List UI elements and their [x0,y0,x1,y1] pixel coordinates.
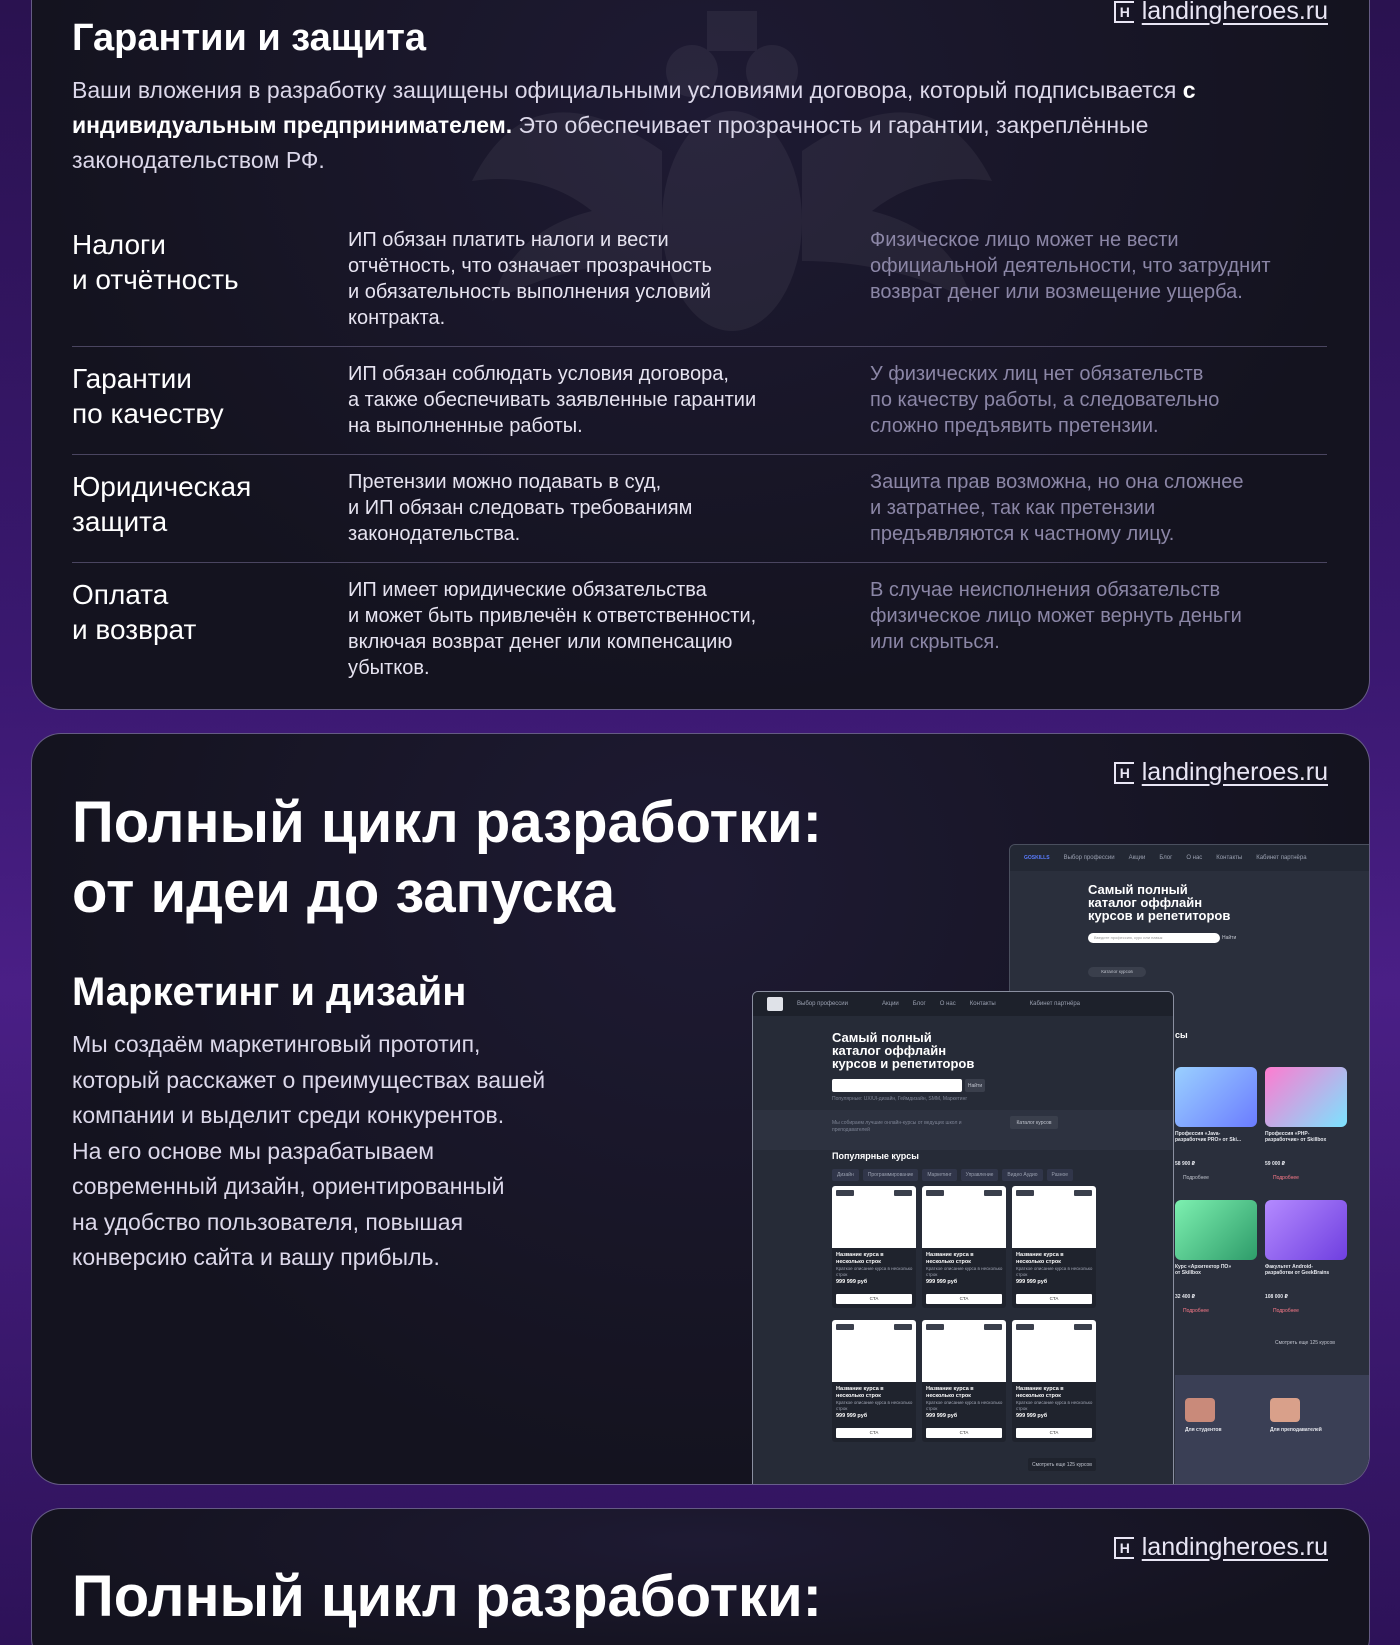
mockup-front-section-title: Популярные курсы [832,1151,919,1161]
course-price: 999 999 руб [836,1279,868,1285]
mockup-nav-item: Акции [1128,855,1146,861]
mockup-front-popular-label: Популярные: UX/UI-дизайн, Геймдизайн, SMM, Маркетинг [832,1096,968,1102]
mockup-nav-item: Выбор профессии [797,1001,848,1007]
course-tile-more: Подробнее [1273,1308,1299,1314]
course-price: 999 999 руб [1016,1279,1048,1285]
mockup-back-nav [1010,845,1370,871]
table-row [72,347,1327,455]
individual-description: В случае неисполнения обязательств физическое лицо может вернуть деньги или скрыться. [870,579,1242,653]
course-price: 999 999 руб [926,1279,958,1285]
landingheroes-logo-icon: H [1114,1537,1134,1559]
course-tile-name: Факультет Android- разработки от GeekBrains [1265,1264,1330,1276]
mockup-front-nav [753,992,1173,1016]
course-illustration-architect [1175,1200,1257,1260]
course-tag [836,1190,854,1196]
course-cta: CTA [1016,1294,1092,1304]
mockup-back-hero-title: Самый полный каталог оффлайн курсов и репетиторов [1088,882,1231,923]
mockup-logo-placeholder [767,997,783,1011]
table-row [72,563,1327,696]
mockup-tab: Разное [1047,1169,1074,1181]
guarantees-lead: Ваши вложения в разработку защищены официальными условиями договора, который подписывается с индивидуальным предпринимателем. Это обеспечивает прозрачность и гарантии, закреплённые законодательством РФ. [72,77,1196,173]
course-cta: CTA [836,1294,912,1304]
course-tag [894,1324,912,1330]
audience-students: Для студентов [1185,1427,1222,1433]
row-heading: Юридическая защита [72,471,252,537]
individual-description: Физическое лицо может не вести официальной деятельности, что затруднит возврат денег или возмещение ущерба. [870,229,1271,303]
course-tile-price: 32 400 ₽ [1175,1294,1196,1300]
course-tile-price: 108 000 ₽ [1265,1294,1288,1300]
ip-description: ИП обязан платить налоги и вести отчётность, что означает прозрачность и обязательность выполнения условий контракта. [348,229,712,329]
mockup-nav-item: Кабинет партнёра [1029,1001,1081,1007]
course-tile-name: Профессия «Java- разработчик PRO» от Ski... [1175,1131,1241,1143]
course-tag [1074,1324,1092,1330]
course-name: Название курса в несколько строк [836,1252,884,1265]
ip-description: Претензии можно подавать в суд, и ИП обязан следовать требованиям законодательства. [348,471,693,545]
course-tag [894,1190,912,1196]
mockup-course-card [1012,1320,1096,1442]
mockup-nav-item: Выбор профессии [1063,855,1115,861]
brand-link[interactable] [1114,0,1328,26]
course-tile-name: Курс «Архитектор ПО» от Skillbox [1175,1264,1232,1276]
mockup-back-search-button: Найти [1222,935,1237,941]
landingheroes-logo-icon: H [1114,762,1134,784]
course-tile-price: 59 000 ₽ [1265,1161,1286,1167]
course-tag [836,1324,854,1330]
mockup-course-card [832,1320,916,1442]
mockup-course-card [1012,1186,1096,1308]
course-tag [1074,1190,1092,1196]
course-price: 999 999 руб [926,1413,958,1419]
table-row [72,455,1327,563]
course-cta: CTA [926,1428,1002,1438]
course-tag [984,1324,1002,1330]
mockup-back-search-input: Введите профессию, курс или навык [1088,933,1220,943]
mockup-front-show-all: Смотреть еще 125 курсов [1028,1458,1096,1471]
row-heading: Налоги и отчётность [72,229,239,295]
brand-link[interactable] [1114,1533,1328,1562]
row-heading: Оплата и возврат [72,579,197,645]
course-name: Название курса в несколько строк [836,1386,884,1399]
course-illustration-php [1265,1067,1347,1127]
full-cycle-card [31,733,1370,1485]
course-name: Название курса в несколько строк [926,1252,974,1265]
mockup-tab: Дизайн [832,1169,859,1181]
course-tile-name: Профессия «PHP- разработчик» от Skillbox [1265,1131,1327,1143]
table-row [72,213,1327,347]
mockup-back-catalog-button: Каталог курсов [1088,967,1146,977]
course-desc: Краткое описание курса в несколько строк [1016,1266,1093,1277]
course-tile-more: Подробнее [1273,1175,1299,1181]
mockup-front-search-button: Найти [965,1079,985,1092]
course-price: 999 999 руб [1016,1413,1048,1419]
course-tag [926,1324,944,1330]
course-cta: CTA [926,1294,1002,1304]
mockup-course-card [922,1186,1006,1308]
mockup-front-banner-text: Мы собираем лучшие онлайн-курсы от ведущих школ и преподавателей [832,1120,962,1133]
brand-link[interactable] [1114,758,1328,787]
mockup-back-section-title: сы [1175,1030,1188,1040]
guarantees-card [31,0,1370,710]
marketing-design-text: Мы создаём маркетинговый прототип, который расскажет о преимуществах вашей компании и выделит среди конкурентов. На его основе мы разрабатываем современный дизайн, ориентированный на удобство пользователя, повышая конверсию сайта и вашу прибыль. [72,1031,546,1270]
mockup-front-hero-title: Самый полный каталог оффлайн курсов и репетиторов [832,1030,975,1071]
course-illustration-android [1265,1200,1347,1260]
guarantees-title: Гарантии и защита [72,17,426,59]
row-heading: Гарантии по качеству [72,363,224,429]
mockup-nav-item: Контакты [1216,855,1243,861]
mockup-course-card [832,1186,916,1308]
course-tile-more: Подробнее [1183,1308,1209,1314]
mockup-nav-item: Акции [882,1001,899,1007]
brand-text[interactable]: landingheroes.ru [1141,0,1328,25]
course-tag [1016,1324,1034,1330]
mockup-nav-item: О нас [939,1001,956,1007]
mockup-nav-item: Кабинет партнёра [1256,855,1307,861]
mockup-front-catalog-button: Каталог курсов [1010,1116,1058,1129]
individual-description: Защита прав возможна, но она сложнее и затратнее, так как претензии предъявляются к частному лицу. [870,471,1244,545]
course-tag [984,1190,1002,1196]
course-name: Название курса в несколько строк [926,1386,974,1399]
individual-description: У физических лиц нет обязательств по качеству работы, а следовательно сложно предъявить претензии. [870,363,1220,437]
marketing-design-subtitle: Маркетинг и дизайн [72,970,467,1014]
full-cycle-teaser-card [31,1508,1370,1645]
mockup-nav-item: О нас [1186,855,1203,861]
mockup-back-logo: GOSKILLS [1024,855,1050,861]
course-desc: Краткое описание курса в несколько строк [836,1400,913,1411]
course-desc: Краткое описание курса в несколько строк [1016,1400,1093,1411]
comparison-table [72,213,1327,696]
mockup-back-show-all: Смотреть еще 125 курсов [1275,1340,1335,1346]
mockup-front-tabs [832,1169,1073,1181]
website-mockup-front [752,991,1174,1485]
course-cta: CTA [836,1428,912,1438]
mockup-tab: Управление [961,1169,999,1181]
audience-teachers: Для преподавателей [1270,1427,1322,1433]
mockup-nav-item: Блог [1159,855,1173,861]
course-tag [926,1190,944,1196]
course-name: Название курса в несколько строк [1016,1252,1064,1265]
ip-description: ИП обязан соблюдать условия договора, а также обеспечивать заявленные гарантии на выполненные работы. [348,363,757,437]
brand-text[interactable]: landingheroes.ru [1141,1533,1328,1561]
mockup-nav-item: Контакты [969,1001,996,1007]
course-price: 999 999 руб [836,1413,868,1419]
course-tile-more: Подробнее [1183,1175,1209,1181]
teachers-photo [1270,1398,1300,1422]
teaser-title: Полный цикл разработки: [72,1564,822,1629]
mockup-tab: Маркетинг [922,1169,956,1181]
students-photo [1185,1398,1215,1422]
course-desc: Краткое описание курса в несколько строк [836,1266,913,1277]
course-name: Название курса в несколько строк [1016,1386,1064,1399]
course-desc: Краткое описание курса в несколько строк [926,1266,1003,1277]
landingheroes-logo-icon: H [1114,1,1134,23]
course-tag [1016,1190,1034,1196]
mockup-front-search-input [832,1079,962,1092]
brand-text[interactable]: landingheroes.ru [1141,758,1328,786]
ip-description: ИП имеет юридические обязательства и может быть привлечён к ответственности, включая возврат денег или компенсацию убытков. [348,579,757,679]
course-tile-price: 58 900 ₽ [1175,1161,1196,1167]
mockup-course-card [922,1320,1006,1442]
course-illustration-java [1175,1067,1257,1127]
mockup-tab: Программирование [863,1169,919,1181]
course-desc: Краткое описание курса в несколько строк [926,1400,1003,1411]
mockup-tab: Видео Аудио [1002,1169,1042,1181]
full-cycle-title: Полный цикл разработки: от идеи до запуска [72,790,822,925]
course-cta: CTA [1016,1428,1092,1438]
mockup-nav-item: Блог [912,1001,926,1007]
